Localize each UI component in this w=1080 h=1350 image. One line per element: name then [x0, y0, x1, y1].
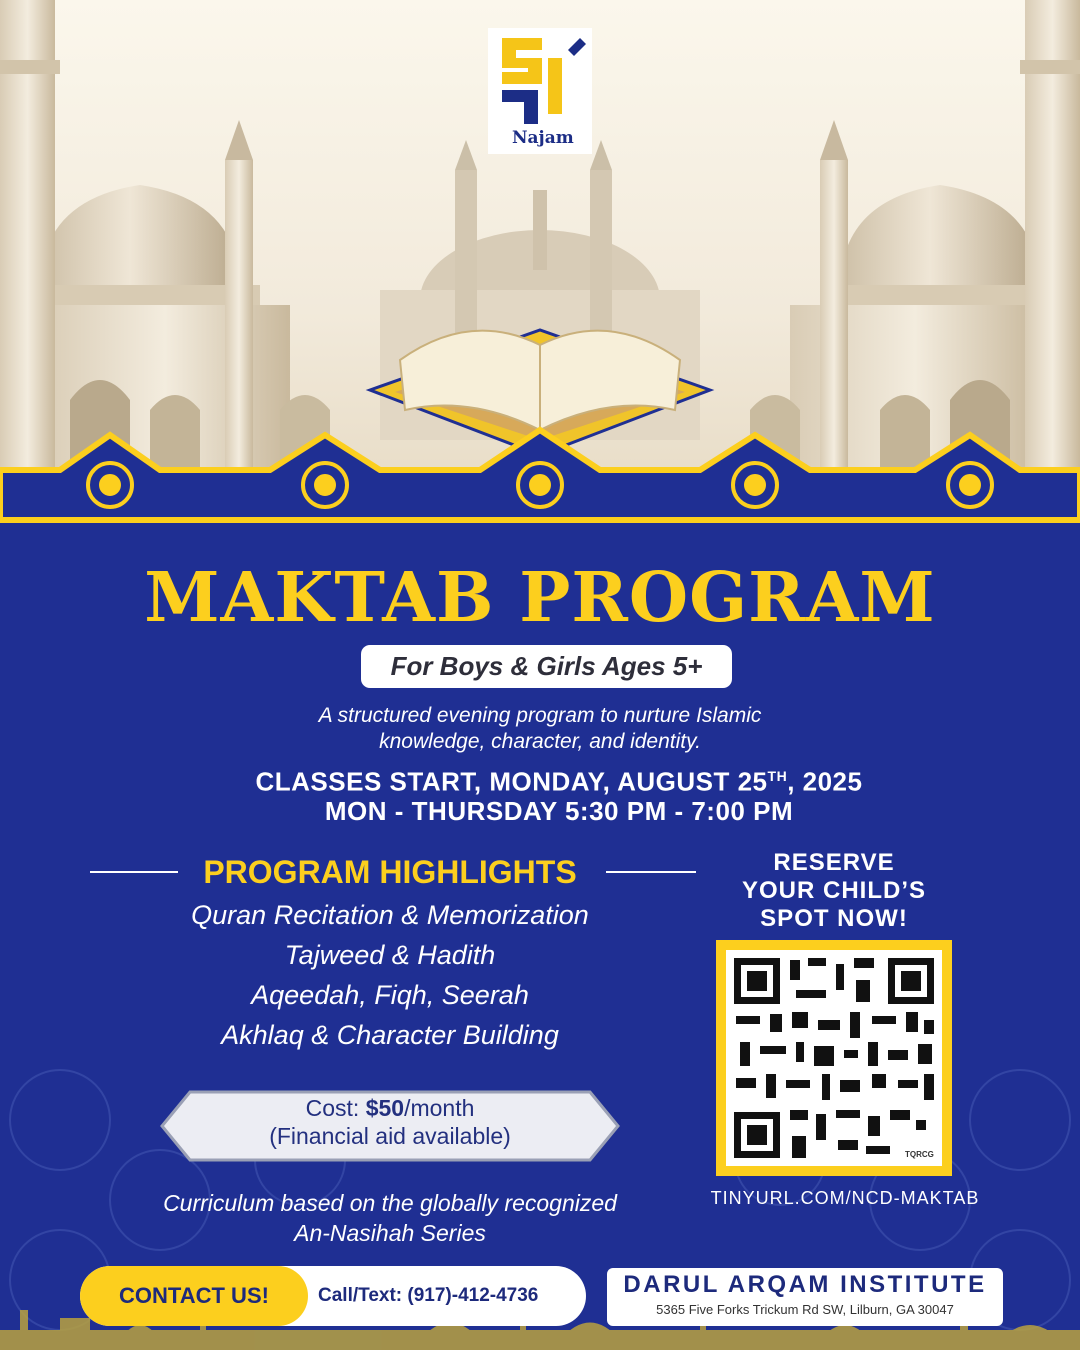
class-schedule: MON - THURSDAY 5:30 PM - 7:00 PM: [324, 795, 794, 826]
program-description: [0, 703, 1080, 755]
highlight-item: Quran Recitation & Memorization: [191, 900, 589, 930]
highlight-item: Akhlaq & Character Building: [221, 1020, 559, 1050]
reserve-line-2: YOUR CHILD’S: [741, 877, 926, 904]
divider-right: [606, 871, 696, 873]
curriculum-note: [90, 1188, 690, 1248]
cost-period: /month: [404, 1095, 475, 1121]
cost-amount: $50: [365, 1095, 405, 1121]
contact-us-button[interactable]: CONTACT US!: [80, 1266, 308, 1326]
phone-number[interactable]: Call/Text: (917)-412-4736: [318, 1285, 539, 1306]
start-date-suffix: TH: [767, 768, 788, 784]
cost-price: [160, 1094, 620, 1122]
description-line-1: A structured evening program to nurture Islamic: [318, 704, 762, 727]
reserve-heading: [716, 849, 952, 933]
cost-label: Cost:: [305, 1095, 366, 1121]
curriculum-line-1: Curriculum based on the globally recognized: [163, 1190, 617, 1216]
reserve-line-1: RESERVE: [773, 849, 895, 876]
start-date-year: , 2025: [787, 766, 863, 797]
signup-url[interactable]: TINYURL.COM/NCD-MAKTAB: [710, 1188, 980, 1208]
schedule-block: [0, 762, 1080, 826]
logo-text: Najam: [512, 128, 574, 148]
highlights-title: PROGRAM HIGHLIGHTS: [203, 854, 577, 890]
qr-code-icon: [726, 950, 942, 1166]
highlight-item: Tajweed & Hadith: [284, 940, 496, 970]
page-title: MAKTAB PROGRAM: [144, 558, 936, 638]
highlight-item: Aqeedah, Fiqh, Seerah: [251, 980, 529, 1010]
institute-address: 5365 Five Forks Trickum Rd SW, Lilburn, GA 30047: [656, 1302, 954, 1317]
cost-info: [160, 1094, 620, 1150]
audience-badge: For Boys & Girls Ages 5+: [361, 645, 732, 688]
divider-left: [90, 871, 178, 873]
reserve-line-3: SPOT NOW!: [760, 905, 908, 932]
institute-name: DARUL ARQAM INSTITUTE: [623, 1271, 987, 1298]
description-line-2: knowledge, character, and identity.: [379, 730, 701, 753]
qr-code[interactable]: [726, 950, 942, 1166]
logo-mark-icon: [488, 28, 592, 132]
start-date: [0, 762, 1080, 797]
qr-tag: TQRCG: [905, 1150, 934, 1159]
financial-aid-note: (Financial aid available): [269, 1123, 511, 1149]
curriculum-line-2: An-Nasihah Series: [294, 1220, 486, 1246]
start-date-prefix: CLASSES START, MONDAY, AUGUST 25: [255, 766, 768, 797]
